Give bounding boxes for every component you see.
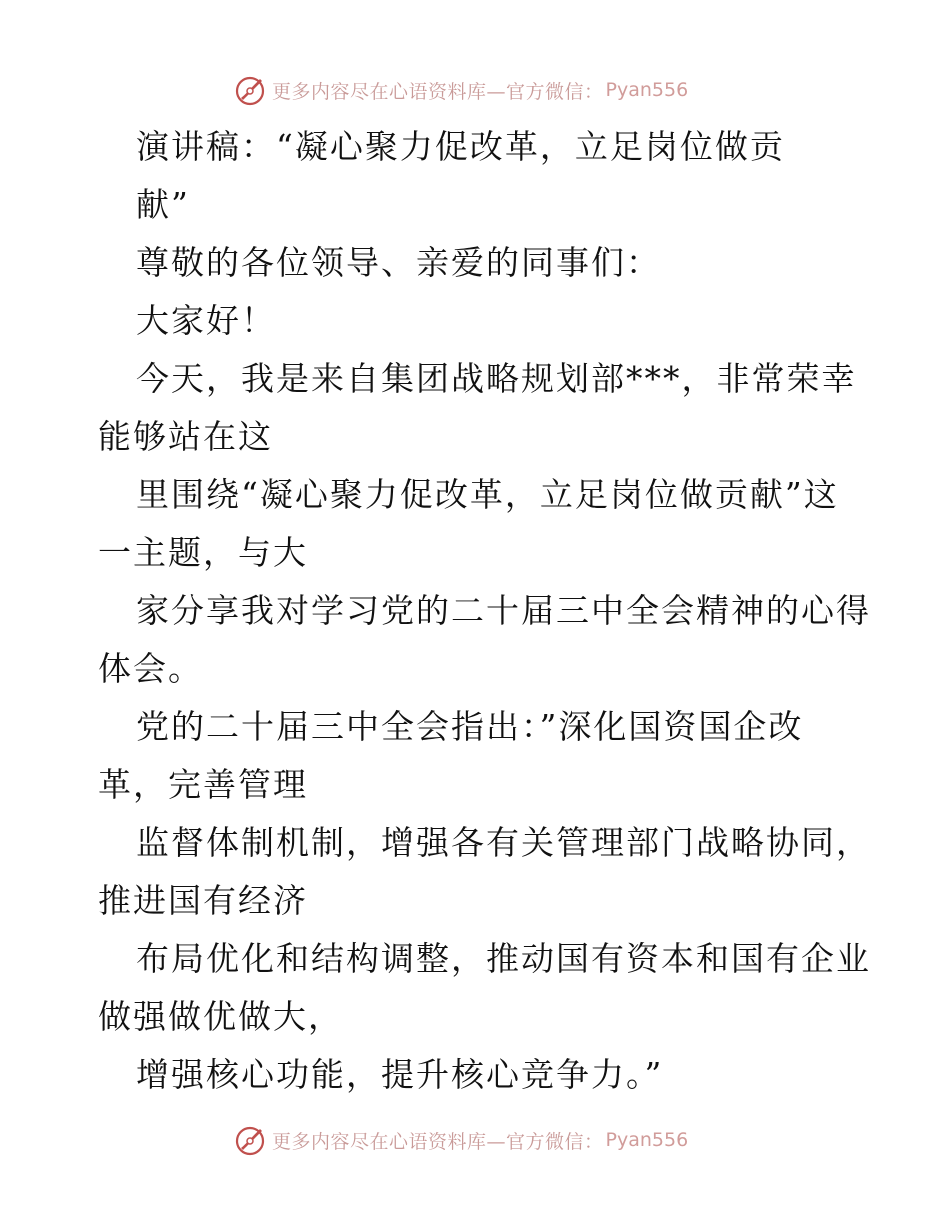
text-line: 党的二十届三中全会指出：”深化国资国企改 <box>136 707 804 746</box>
text-line: 布局优化和结构调整，推动国有资本和国有企业 <box>136 939 871 978</box>
wechat-id: Pyan556 <box>605 1129 689 1151</box>
text-line: 监督体制机制，增强各有关管理部门战略协同， <box>136 823 871 862</box>
document-body <box>98 118 871 1104</box>
text-line: 增强核心功能，提升核心竞争力。” <box>136 1055 664 1094</box>
text-line: 尊敬的各位领导、亲爱的同事们： <box>136 243 661 282</box>
text-line: 家分享我对学习党的二十届三中全会精神的心得 <box>136 591 871 630</box>
text-line: 革，完善管理 <box>98 765 308 804</box>
text-line: 推进国有经济 <box>98 881 308 920</box>
footer-watermark-banner <box>234 1122 688 1158</box>
text-line: 一主题，与大 <box>98 533 308 572</box>
pen-circle-logo-icon <box>234 1124 266 1156</box>
banner-text: 更多内容尽在心语资料库—官方微信： <box>272 1130 604 1153</box>
pen-circle-logo-icon <box>234 74 266 106</box>
text-line: 大家好！ <box>136 301 276 340</box>
text-line: 今天，我是来自集团战略规划部***，非常荣幸 <box>136 359 857 398</box>
text-line: 献” <box>136 185 190 224</box>
text-line: 体会。 <box>98 649 203 688</box>
header-watermark-banner <box>234 72 688 108</box>
text-line: 里围绕“凝心聚力促改革，立足岗位做贡献”这 <box>136 475 839 514</box>
text-line: 做强做优做大， <box>98 997 343 1036</box>
text-line: 演讲稿：“凝心聚力促改革，立足岗位做贡 <box>136 127 785 166</box>
banner-text: 更多内容尽在心语资料库—官方微信： <box>272 80 604 103</box>
wechat-id: Pyan556 <box>605 79 689 101</box>
text-line: 能够站在这 <box>98 417 273 456</box>
